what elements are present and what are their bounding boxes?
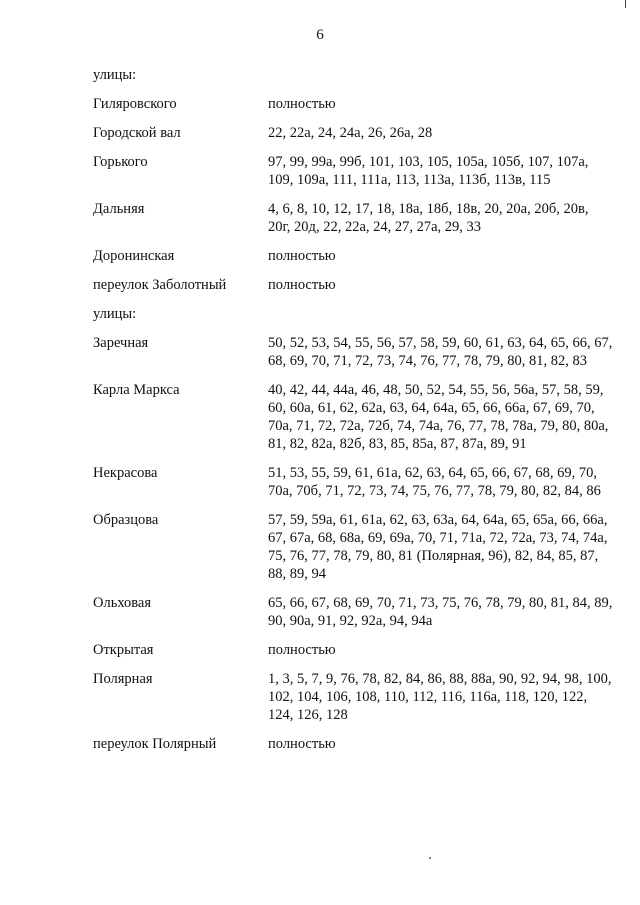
house-numbers: полностью — [268, 277, 336, 293]
street-row — [93, 247, 613, 265]
street-row — [93, 735, 613, 753]
street-row — [93, 276, 613, 294]
house-numbers: 40, 42, 44, 44а, 46, 48, 50, 52, 54, 55, 56, 56а, 57, 58, 59, 60, 60а, 61, 62, 62а, 63, 64, 64а, 65, 66, 66а, 67, 69, 70, 70а, 71, 72, 72а, 72б, 74, 74а, 76, 77, 78, 78а, 79, 80, 80а, 81, 82, 82а, 82б, 83, 85, 85а, 87, 87а, 89, 91 — [268, 382, 609, 452]
street-name: Некрасова — [93, 465, 158, 481]
street-name: переулок Полярный — [93, 736, 217, 752]
street-name: переулок Заболотный — [93, 277, 227, 293]
street-name: Городской вал — [93, 125, 181, 141]
house-numbers: 50, 52, 53, 54, 55, 56, 57, 58, 59, 60, 61, 63, 64, 65, 66, 67, 68, 69, 70, 71, 72, 73, 74, 76, 77, 78, 79, 80, 81, 82, 83 — [268, 335, 613, 369]
section-streets-2 — [93, 305, 613, 753]
street-name: Карла Маркса — [93, 382, 180, 398]
street-name: Гиляровского — [93, 96, 177, 112]
street-row — [93, 334, 613, 370]
house-numbers: 22, 22а, 24, 24а, 26, 26а, 28 — [268, 125, 433, 141]
house-numbers: полностью — [268, 736, 336, 752]
street-name: Ольховая — [93, 595, 152, 611]
street-row — [93, 464, 613, 500]
street-name: Заречная — [93, 335, 149, 351]
address-list — [93, 66, 613, 764]
section-streets-1 — [93, 66, 613, 294]
scan-dot-mark — [429, 857, 431, 859]
street-name: Открытая — [93, 642, 154, 658]
street-row — [93, 124, 613, 142]
house-numbers: полностью — [268, 642, 336, 658]
house-numbers: полностью — [268, 248, 336, 264]
street-row — [93, 381, 613, 453]
street-row — [93, 670, 613, 724]
street-name: Полярная — [93, 671, 153, 687]
street-row — [93, 95, 613, 113]
page-number: 6 — [316, 27, 324, 43]
street-row — [93, 153, 613, 189]
house-numbers: 1, 3, 5, 7, 9, 76, 78, 82, 84, 86, 88, 88а, 90, 92, 94, 98, 100, 102, 104, 106, 108, 110, 112, 116, 116а, 118, 120, 122, 124, 126, 128 — [268, 671, 612, 723]
section-heading: улицы: — [93, 306, 137, 322]
corner-scan-mark — [625, 0, 626, 8]
section-heading: улицы: — [93, 67, 137, 83]
street-row — [93, 200, 613, 236]
street-row — [93, 511, 613, 583]
street-name: Образцова — [93, 512, 159, 528]
street-name: Дальняя — [93, 201, 145, 217]
house-numbers: 57, 59, 59а, 61, 61а, 62, 63, 63а, 64, 64а, 65, 65а, 66, 66а, 67, 67а, 68, 68а, 69, 69а, 70, 71, 71а, 72, 72а, 73, 74, 74а, 75, 76, 77, 78, 79, 80, 81 (Полярная, 96), 82, 84, 85, 87, 88, 89, 94 — [268, 512, 608, 582]
house-numbers: 65, 66, 67, 68, 69, 70, 71, 73, 75, 76, 78, 79, 80, 81, 84, 89, 90, 90а, 91, 92, 92а, 94, 94а — [268, 595, 613, 629]
street-row — [93, 641, 613, 659]
house-numbers: полностью — [268, 96, 336, 112]
house-numbers: 4, 6, 8, 10, 12, 17, 18, 18а, 18б, 18в, 20, 20а, 20б, 20в, 20г, 20д, 22, 22а, 24, 27, 27а, 29, 33 — [268, 201, 589, 235]
street-row — [93, 594, 613, 630]
house-numbers: 51, 53, 55, 59, 61, 61а, 62, 63, 64, 65, 66, 67, 68, 69, 70, 70а, 70б, 71, 72, 73, 74, 75, 76, 77, 78, 79, 80, 82, 84, 86 — [268, 465, 601, 499]
house-numbers: 97, 99, 99а, 99б, 101, 103, 105, 105а, 105б, 107, 107а, 109, 109а, 111, 111а, 113, 113а, 113б, 113в, 115 — [268, 154, 589, 188]
street-name: Горького — [93, 154, 148, 170]
street-name: Доронинская — [93, 248, 175, 264]
